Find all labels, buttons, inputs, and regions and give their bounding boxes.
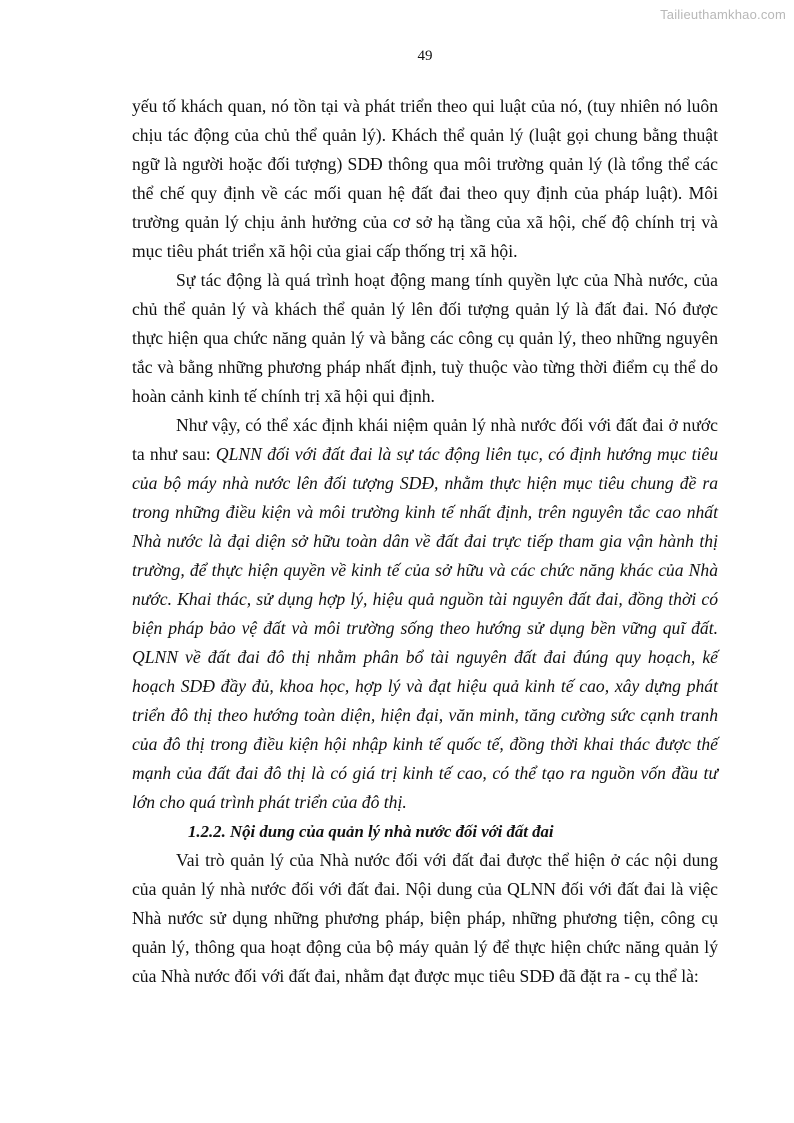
- paragraph-impact: Sự tác động là quá trình hoạt động mang tính quyền lực của Nhà nước, của chủ thể quản lý và khách thể quản lý lên đối tượng quản lý là đất đai. Nó được thực hiện qua chức năng quản lý và bằng các công cụ quản lý, theo những nguyên tắc và bằng những phương pháp nhất định, tuỳ thuộc vào từng thời điểm cụ thể do hoàn cảnh kinh tế chính trị xã hội qui định.: [132, 270, 718, 406]
- definition-intro: Như vậy, có thể xác định khái niệm quản lý nhà nước đối với đất đai ở nước ta như sau:: [132, 415, 718, 464]
- watermark-text: Tailieuthamkhao.com: [660, 7, 786, 22]
- document-body: [132, 92, 718, 991]
- paragraph-definition: [132, 411, 718, 817]
- section-heading: 1.2.2. Nội dung của quản lý nhà nước đối với đất đai: [188, 822, 554, 841]
- paragraph-continuation: yếu tố khách quan, nó tồn tại và phát triển theo qui luật của nó, (tuy nhiên nó luôn chịu tác động của chủ thể quản lý). Khách thể quản lý (luật gọi chung bằng thuật ngữ là người hoặc đối tượng) SDĐ thông qua môi trường quản lý (là tổng thể các thể chế quy định về các mối quan hệ đất đai theo quy định của pháp luật). Môi trường quản lý chịu ảnh hưởng của cơ sở hạ tầng của xã hội, chế độ chính trị và mục tiêu phát triển xã hội của giai cấp thống trị xã hội.: [132, 96, 718, 261]
- page-number: 49: [417, 48, 433, 64]
- definition-italic-text: QLNN đối với đất đai là sự tác động liên tục, có định hướng mục tiêu của bộ máy nhà nước lên đối tượng SDĐ, nhằm thực hiện mục tiêu chung đề ra trong những điều kiện và môi trường kinh tế nhất định, trên nguyên tắc cao nhất Nhà nước là đại diện sở hữu toàn dân về đất đai trực tiếp tham gia vận hành thị trường, để thực hiện quyền về kinh tế của sở hữu và các chức năng khác của Nhà nước. Khai thác, sử dụng hợp lý, hiệu quả nguồn tài nguyên đất đai, đồng thời có biện pháp bảo vệ đất và môi trường sống theo hướng sử dụng bền vững quĩ đất. QLNN về đất đai đô thị nhằm phân bổ tài nguyên đất đai đúng quy hoạch, kế hoạch SDĐ đầy đủ, khoa học, hợp lý và đạt hiệu quả kinh tế cao, xây dựng phát triển đô thị theo hướng toàn diện, hiện đại, văn minh, tăng cường sức cạnh tranh của đô thị trong điều kiện hội nhập kinh tế quốc tế, đồng thời khai thác được thế mạnh của đất đai đô thị là có giá trị kinh tế cao, có thể tạo ra nguồn vốn đầu tư lớn cho quá trình phát triển của đô thị.: [132, 444, 718, 812]
- paragraph-content-role: Vai trò quản lý của Nhà nước đối với đất đai được thể hiện ở các nội dung của quản lý nhà nước đối với đất đai. Nội dung của QLNN đối với đất đai là việc Nhà nước sử dụng những phương pháp, biện pháp, những phương tiện, công cụ quản lý, thông qua hoạt động của bộ máy quản lý để thực hiện chức năng quản lý của Nhà nước đối với đất đai, nhằm đạt được mục tiêu SDĐ đã đặt ra - cụ thể là:: [132, 850, 718, 986]
